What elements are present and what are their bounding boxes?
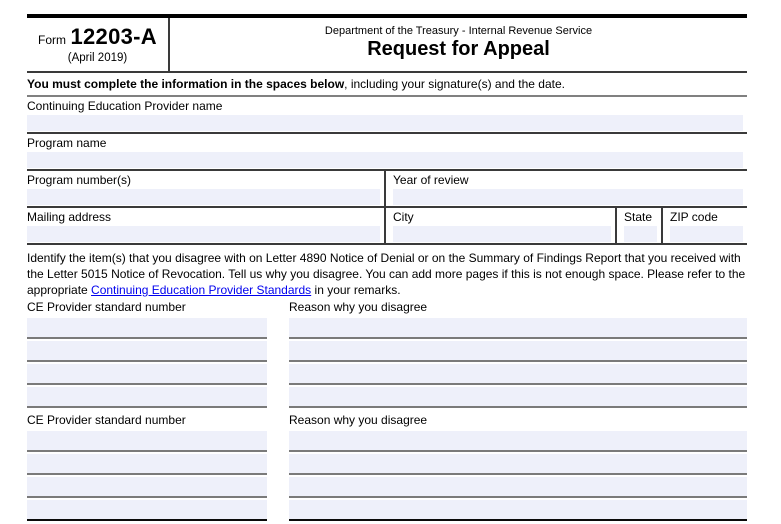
program-name-cell [27, 134, 747, 169]
reason-input[interactable] [289, 477, 747, 498]
reason-input[interactable] [289, 500, 747, 521]
standard-number-input[interactable] [27, 364, 267, 385]
zip-code-cell [663, 208, 747, 243]
program-numbers-input[interactable] [27, 189, 380, 205]
disagreement-columns [27, 411, 747, 521]
city-input[interactable] [393, 226, 611, 242]
state-label: State [624, 210, 653, 224]
agency-line: Department of the Treasury - Internal Revenue Service [324, 25, 593, 37]
reason-input[interactable] [289, 318, 747, 339]
completion-notice-bold: You must complete the information in the spaces below [27, 77, 345, 91]
reason-input[interactable] [289, 341, 747, 362]
form-number-line [27, 24, 168, 50]
mailing-address-input[interactable] [27, 226, 380, 242]
standard-number-label: CE Provider standard number [27, 413, 186, 427]
disagreement-block-2 [27, 411, 747, 521]
standard-number-column [27, 411, 267, 521]
instructions-text-2: in your remarks. [311, 283, 401, 297]
completion-notice-rest: , including your signature(s) and the date. [344, 77, 565, 91]
form-title: Request for Appeal [367, 38, 550, 60]
program-numbers-cell [27, 171, 386, 206]
zip-code-label: ZIP code [670, 210, 718, 224]
form-content [27, 14, 747, 521]
program-name-label: Program name [27, 136, 107, 150]
reason-input[interactable] [289, 454, 747, 475]
standard-number-input[interactable] [27, 341, 267, 362]
reason-label: Reason why you disagree [289, 413, 428, 427]
zip-code-input[interactable] [670, 226, 743, 242]
program-name-row [27, 134, 747, 171]
standard-number-column [27, 298, 267, 408]
standard-number-input[interactable] [27, 477, 267, 498]
standard-number-label: CE Provider standard number [27, 300, 186, 314]
standard-number-input[interactable] [27, 318, 267, 339]
standard-number-input[interactable] [27, 387, 267, 408]
form-number-box [27, 18, 170, 71]
instructions-text-1: Identify the item(s) that you disagree with on Letter 4890 Notice of Denial or on the Summary of Findings Report that you received with the Letter 5015 Notice of Revocation. Tell us why you disagree. You can add more pages if this is not enough space. Please refer to the appropriate [27, 251, 746, 297]
form-number: 12203-A [70, 24, 157, 49]
form-header [27, 18, 747, 73]
provider-name-cell [27, 97, 747, 132]
form-word: Form [38, 33, 67, 47]
program-number-row [27, 171, 747, 208]
reason-column [289, 411, 747, 521]
state-cell [617, 208, 663, 243]
program-numbers-label: Program number(s) [27, 173, 132, 187]
reason-input[interactable] [289, 364, 747, 385]
disagreement-instructions [27, 245, 747, 298]
reason-label: Reason why you disagree [289, 300, 428, 314]
form-title-box [170, 18, 747, 71]
year-of-review-input[interactable] [393, 189, 743, 205]
year-of-review-cell [386, 171, 747, 206]
form-revision-date: (April 2019) [67, 52, 128, 64]
provider-name-row [27, 97, 747, 134]
program-name-input[interactable] [27, 152, 743, 168]
city-cell [386, 208, 617, 243]
year-of-review-label: Year of review [393, 173, 469, 187]
mailing-address-label: Mailing address [27, 210, 112, 224]
provider-name-input[interactable] [27, 115, 743, 131]
reason-column [289, 298, 747, 408]
provider-name-label: Continuing Education Provider name [27, 99, 223, 113]
address-row [27, 208, 747, 245]
standard-number-input[interactable] [27, 500, 267, 521]
disagreement-columns [27, 298, 747, 408]
ce-provider-standards-link[interactable]: Continuing Education Provider Standards [91, 283, 312, 297]
standard-number-input[interactable] [27, 454, 267, 475]
city-label: City [393, 210, 414, 224]
reason-input[interactable] [289, 387, 747, 408]
disagreement-block-1 [27, 298, 747, 408]
completion-notice [27, 73, 747, 97]
state-input[interactable] [624, 226, 657, 242]
standard-number-input[interactable] [27, 431, 267, 452]
mailing-address-cell [27, 208, 386, 243]
reason-input[interactable] [289, 431, 747, 452]
